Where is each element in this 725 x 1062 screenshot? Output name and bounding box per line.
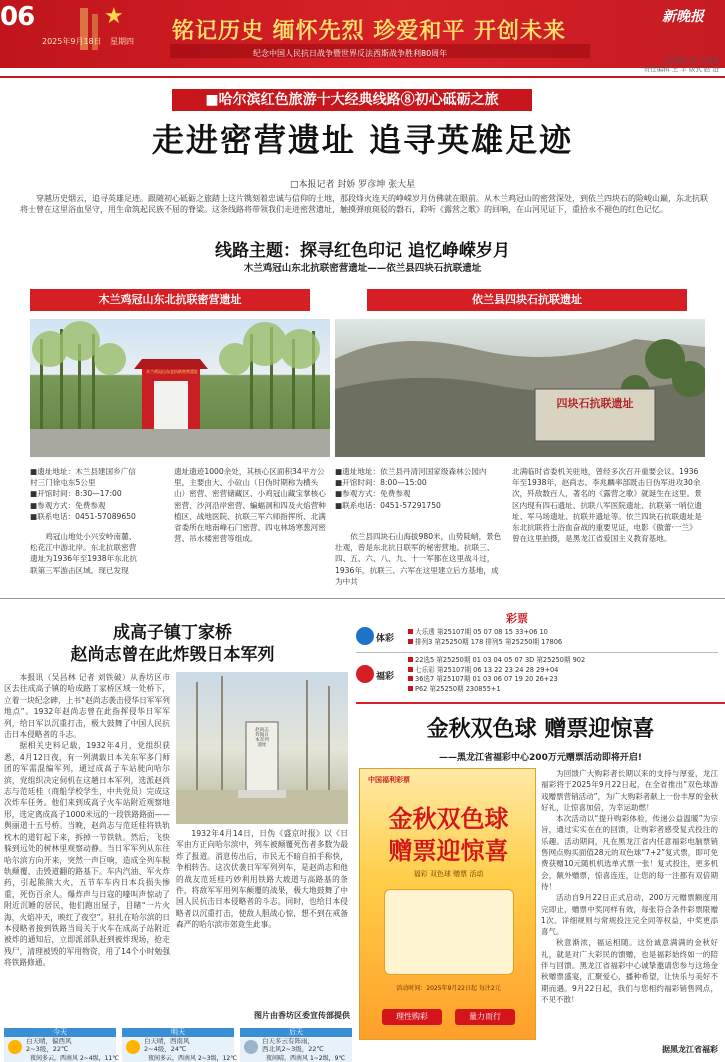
sun-icon	[126, 1040, 140, 1054]
lottery-divider	[356, 652, 718, 653]
weather-night-today	[30, 1053, 119, 1062]
ad-para2: 本次活动以“提升购彩体验，传递公益温暖”为宗旨，通过实实在在的回馈，让购彩者感受复式投注的乐趣。活动期间，凡在黑龙江省内任意福彩电脑票销售网点购买面值28元的双色球“7+2”复式票，即可免费获赠10元随机机选单式票一张！复式投注，更多机会，额外赠票，惊喜连连，让您的每一注都有双倍期待！	[541, 814, 718, 891]
story-para2: 据相关史料记载，1932年4月，党组织获悉，4月12日夜，有一列满载日本关东军多门师团的军需混编军列，通过成高子车站驶向哈尔滨，党组织决定伺机在这趟日本军列，选派赵尚志与范廷桂（商船学校学生，中共党员）完成这次炸车任务。他们来到成高子火车站附近观察地形，选定离成高子1000米远的一段铁路路面——舆丽道十五号桥。当晚，赵尚志与范廷桂将铁轨枕木的道钉起下来，拆掉一节铁轨。然后，飞快躲到远处的树林里观察动静。当日军军列从东往哈尔滨方向开来，突然一声巨响，造成全列车脱轨颠覆，击毁道翻的路基下。车内汽油、军火炸药，引起熊熊大火，五节车车内日本兵损失惨重，死伤百余人。爆炸声与日寇的嚎叫声惊动了附近沉睡的居民，他们跑出屋子，目睹“一片火海，火焰冲天，映红了夜空”。驻扎在哈尔滨的日本侵略者接到铁路当局关于火车在成高子站附近被炸的通知后，立即派部队赶到被炸现场，抢走残尸，清理被毁的军用物资，用了14个小时勉强将铁路修通。	[4, 741, 170, 968]
weather-line: 西北风2~3级，22℃	[262, 1045, 324, 1054]
cloud-rain-icon	[244, 1040, 258, 1054]
story-para1: 本报讯（吴昌林 记者 刘铁破）从香坊区市区去往成高子镇的哈成路丁家桥区域一处桥下，立着一块纪念碑，上书“赵尚志袭击侵华日军军列地点”。1932年赵尚志曾在此指挥侵华日军军列，给日军以沉重打击，极大鼓舞了中国人民抗击日本侵略者的斗志。	[4, 673, 170, 740]
sports-row	[408, 628, 718, 638]
star-icon: ★	[104, 4, 124, 29]
weather-night-dayafter	[266, 1053, 345, 1062]
story-col2	[176, 828, 348, 988]
editor-line-2: 责任编辑 王 丰 版式 赵 进	[643, 65, 719, 73]
site2-info	[335, 466, 505, 511]
weather-night-text: 夜间多云，西南风	[148, 1055, 197, 1062]
site1-address: ■遗址地址：木兰县建国乡广信村三门徐屯东5公里	[30, 467, 136, 488]
story-para3: 1932年4月14日，日伪《盛京时报》以《日军由方正向哈尔滨中，列车被颠覆死伤者多数为最炸了报道。消息传出后，市民无不暗自拍手称快，争相转告。这次伏袭日军军列列车，是赵尚志和他的战友范廷桂巧妙利用铁路大坡道与高路基的条件，将敌军军用列车颠覆的战果，极大地鼓舞了中国人民抗击日本侵略者的斗志。同时，也给日本侵略者以沉重打击，使敌人胆战心惊，想不到在戒备森严的哈尔滨市郊竟生此事。	[176, 829, 348, 930]
site1-phone: ■联系电话：0451-57089650	[30, 511, 136, 521]
weather-line: 2~3级，22℃	[26, 1045, 69, 1054]
site1-photo	[30, 319, 330, 457]
site2-hours: ■开馆时间：8:00—15:00	[335, 478, 427, 488]
sun-icon	[8, 1040, 22, 1054]
ad-top-rule	[356, 702, 725, 704]
poster-tag: 福彩 双色球 赠票 活动	[413, 870, 484, 878]
ad-source: 据黑龙江省福彩	[662, 1045, 718, 1054]
poster-btn-1: 理性购彩	[382, 1009, 442, 1025]
weather-day-label: 今天	[4, 1028, 116, 1037]
sports-results	[408, 628, 718, 647]
welfare-row-text: 七乐彩 第25107期 06 13 22 23 24 28 29+04	[415, 665, 559, 674]
site2-stone-text: 四块石抗联遗址	[556, 397, 634, 410]
monument-photo-graphic	[176, 672, 348, 824]
site1-fee: ■参观方式：免费参观	[30, 500, 106, 510]
page-number: 06	[0, 2, 35, 32]
ad-poster	[359, 768, 536, 1040]
header-slogan: 铭记历史 缅怀先烈 珍爱和平 开创未来	[172, 18, 566, 44]
sports-row-text: 大乐透 第25107期 05 07 08 15 33+06 10	[415, 628, 548, 636]
route-title: 线路主题：探寻红色印记 追忆峥嵘岁月	[215, 241, 510, 261]
article-kicker: ■哈尔滨红色旅游十大经典线路⑧初心砥砺之旅	[172, 89, 532, 111]
story-title-line1: 成高子镇丁家桥	[113, 623, 232, 643]
weather-line: 2~4级，24℃	[144, 1045, 187, 1054]
poster-ticket	[384, 889, 514, 975]
poster-note: 活动时间：2025年9月22日起 每注2元	[396, 985, 501, 992]
site1-photo-graphic	[30, 319, 330, 457]
welfare-row	[408, 656, 718, 666]
top-rule	[0, 76, 725, 78]
weather-day-label: 明天	[122, 1028, 234, 1037]
sports-row	[408, 638, 718, 648]
issue-weekday: 星期四	[110, 37, 134, 46]
site2-label: 依兰县四块石抗联遗址	[367, 289, 687, 311]
welfare-results	[408, 656, 718, 694]
section-divider	[0, 598, 725, 599]
site1-info	[30, 466, 142, 522]
site2-desc-col1: 依兰县四块石山海拔980米，山势陡峭，景色壮观，曾是东北抗日联军的秘密营地。抗联三、四、五、六、八、九、十一军都在这里战斗过，1936年，抗联三、六军在这里建立后方基地，成为中共	[335, 532, 502, 586]
sports-row-text: 排列3 第25250期 178 排列5 第25250期 17806	[415, 637, 563, 646]
welfare-row	[408, 685, 718, 695]
site2-photo	[335, 319, 705, 457]
site1-desc-col1: 鸡冠山地处小兴安岭南麓、松花江中游北岸。东北抗联密营遗址为1936年至1938年东北抗联第三军游击区域。现已发现	[30, 532, 137, 575]
poster-title-1: 金秋双色球	[388, 804, 509, 833]
sports-lottery-label: 体彩	[376, 634, 395, 644]
site1-desc-col2	[174, 466, 326, 586]
photo-credit: 图片由香坊区委宣传部提供	[254, 1011, 350, 1020]
editor-line-1: 值班副主编 王晓海	[664, 56, 719, 64]
weather-night-row	[4, 1053, 352, 1062]
poster-title-2: 赠票迎惊喜	[388, 836, 509, 865]
header-subslogan: 纪念中国人民抗日战争暨世界反法西斯战争胜利80周年	[253, 49, 448, 58]
welfare-row-text: 22选5 第25250期 01 03 04 05 07 3D 第25250期 902	[415, 656, 586, 664]
issue-date: 2025年9月18日	[42, 37, 102, 46]
weather-line: 白天多云有阵雨，	[262, 1037, 314, 1045]
route-subtitle: 木兰鸡冠山东北抗联密营遗址——依兰县四块石抗联遗址	[243, 263, 482, 274]
site2-desc-continued: 北满临时省委机关驻地，曾经多次召开重要会议。1936年至1938年，赵尚志、李兆麟率部既击日伪军进攻30余次，歼敌数百人，著名的《露营之歌》就诞生在这里。景区内现有四石遗址、抗联八军医院遗址、抗联第一哨位遗址、军马场遗址、抗联井遗址等。依兰四块石抗联遗址是东北抗联将士浴血奋战的重要见证，电影《傲蕾·一兰》曾在这里拍摄，是黑龙江省爱国主义教育基地。	[512, 467, 702, 544]
weather-night-temp: 2~3级，12℃	[197, 1055, 237, 1062]
article-lead: 穿越历史烟云，追寻英雄足迹。跟随初心砥砺之旅踏上这片镌刻着忠诚与信仰的土地，那段烽火连天的峥嵘岁月仿佛就在眼前。从木兰鸡冠山的密营深处，到依兰四块石的险峻山巅，东北抗联将士曾在这里浴血坚守，用生命筑起民族不屈的脊梁。这条线路将带领我们走进密营遗址，触摸弹痕斑驳的磐石，聆听《露营之歌》的回响，在山河见证下，重拾永不褪色的红色记忆。	[20, 194, 708, 214]
site2-desc-col2	[512, 466, 702, 586]
editor-credits	[604, 56, 719, 74]
welfare-lottery-icon	[356, 665, 374, 683]
story-title-line2: 赵尚志曾在此炸毁日本军列	[70, 645, 275, 665]
weather-night-text: 夜间多云，西南风	[30, 1055, 79, 1062]
monument-photo	[176, 672, 348, 824]
site1-desc-continued: 遗址遗迹1000余处，其核心区面积34平方公里，主要由大、小砬山（日伪时期称为横头山）密营、密营储藏区、小鸡冠山藏宝掌核心密营、沙河沿岸密营、蝙蝠洞和四及火焰营种植区、战地医院、抗联三军六师指挥所、北满省委所在地南峰石门密营、四屯林场寒葱河密营、吊水楼密营等组成。	[174, 467, 326, 544]
ad-para1: 为回馈广大购彩者长期以来的支持与厚爱，龙江福彩将于2025年9月22日起，在全省推出“双色球游戏赠票营销活动”，为广大购彩者献上一份丰厚的金秋好礼，让惊喜加倍，为幸运助燃！	[541, 769, 718, 812]
weather-night-text: 夜间晴，西南风	[266, 1055, 309, 1062]
welfare-row	[408, 675, 718, 685]
sports-lottery-icon	[356, 627, 374, 645]
welfare-row-text: P62 第25250期 230855+1	[415, 684, 501, 693]
site2-phone: ■联系电话：0451-57291750	[335, 500, 441, 510]
site1-label: 木兰鸡冠山东北抗联密营遗址	[30, 289, 310, 311]
ad-title: 金秋双色球 赠票迎惊喜	[426, 716, 655, 742]
site1-hours: ■开馆时间：8:30—17:00	[30, 489, 122, 499]
article-title: 走进密营遗址 追寻英雄足迹	[151, 121, 574, 159]
article-byline: □本报记者 封娇 罗彦坤 张大星	[290, 180, 416, 190]
weather-night-temp: 1~2级，9℃	[309, 1055, 346, 1062]
ad-body	[541, 768, 718, 1005]
weather-night-temp: 2~4级，11℃	[79, 1055, 119, 1062]
newspaper-logo: 新晚报	[662, 9, 704, 25]
ad-para4: 秋意渐浓，福运相随。这份诚意满满的金秋好礼，就是对广大彩民的馈赠，也是福彩始终如一的陪伴与回馈。黑龙江省福彩中心诚挚邀请您参与这场金秋赠票盛宴，汇聚爱心，播种希望，让快乐与美好不期而遇。9月22日起，我们与您相约福彩销售网点，不见不散！	[541, 938, 718, 1004]
site1-gate-text: 木兰鸡冠山东北抗联密营遗址	[146, 369, 198, 374]
weather-line: 白天晴，偏西风	[26, 1037, 72, 1045]
ad-para3: 活动自9月22日正式启动，200万元赠票额度用完即止，赠票中奖同样有效，每张符合条件彩票限赠1次。详细规则与常规投注完全同等权益，中奖更添喜气。	[541, 893, 718, 937]
weather-line: 白天晴，西南风	[144, 1037, 190, 1045]
monument-inscription: 赵尚志炸毁日本军列遗址	[255, 728, 269, 748]
weather-day-label: 后天	[240, 1028, 352, 1037]
site2-fee: ■参观方式：免费参观	[335, 489, 411, 499]
site2-address: ■遗址地址：依兰县丹清河国家级森林公园内	[335, 467, 487, 476]
ad-subtitle: ——黑龙江省福彩中心200万元赠票活动即将开启!	[439, 753, 642, 763]
site2-photo-graphic	[335, 319, 705, 457]
story-col1	[4, 672, 170, 1024]
lottery-logo: 彩票	[506, 612, 528, 625]
welfare-row-text: 36选7 第25107期 01 03 06 07 19 20 26+23	[415, 675, 558, 684]
weather-night-tomorrow	[148, 1053, 237, 1062]
poster-logo: 中国福利彩票	[368, 776, 410, 784]
poster-btn-2: 量力而行	[455, 1009, 515, 1025]
welfare-lottery-label: 福彩	[376, 672, 395, 682]
welfare-row	[408, 666, 718, 676]
